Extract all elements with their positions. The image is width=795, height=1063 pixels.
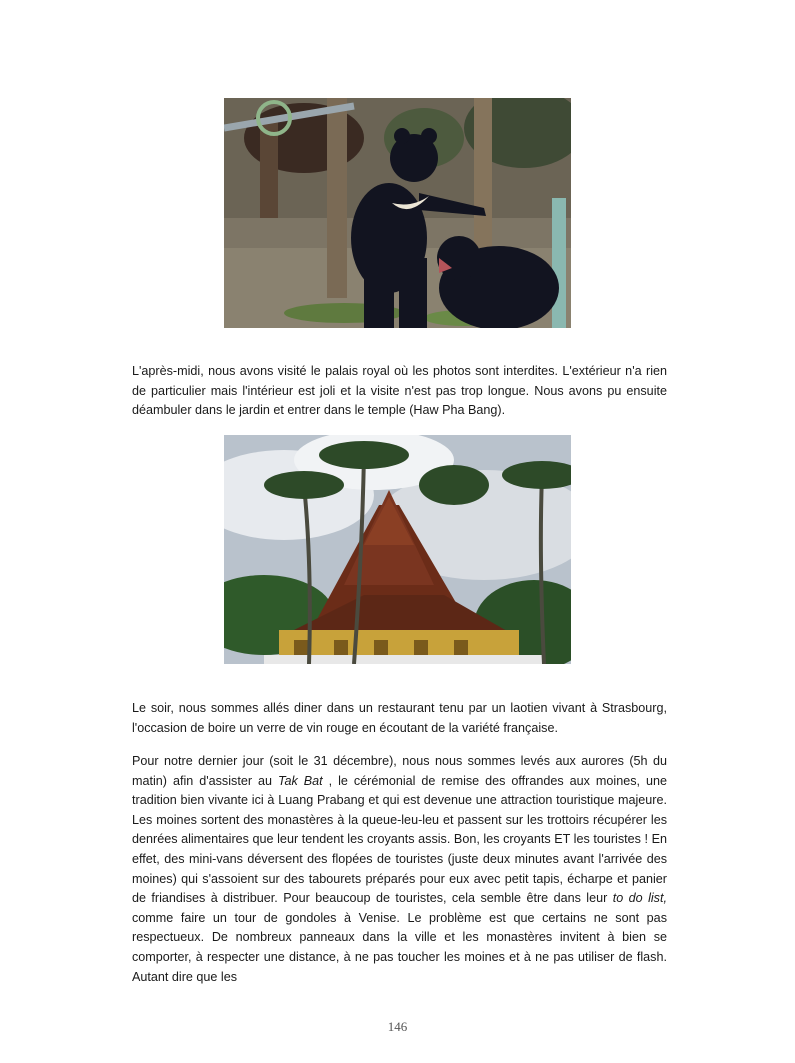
paragraph-tak-bat — [132, 752, 667, 987]
temple-photo — [224, 435, 571, 664]
page-number: 146 — [387, 1019, 408, 1034]
text-run: Pour notre dernier jour (soit le 31 décembre), nous nous sommes levés aux aurores (5h du matin) afin d'assister au — [132, 754, 667, 788]
paragraph-dinner — [132, 699, 667, 738]
paragraph-text — [132, 752, 667, 987]
paragraph-text: Le soir, nous sommes allés diner dans un restaurant tenu par un laotien vivant à Strasbourg, l'occasion de boire un verre de vin rouge en écoutant de la variété française. — [132, 701, 667, 735]
emphasis-tak-bat: Tak Bat — [277, 773, 323, 788]
text-run: comme faire un tour de gondoles à Venise. Le problème est que certains ne sont pas respectueux. De nombreux panneaux dans la ville et les monastères invitent à bien se comporter, à respecter une distance, à ne pas toucher les moines et à ne pas utiliser de flash. Autant dire que les — [132, 910, 667, 984]
bears-illustration — [224, 98, 571, 328]
paragraph-royal-palace — [132, 362, 667, 421]
emphasis-to-do-list: to do list, — [612, 891, 667, 906]
text-run: , le cérémonial de remise des offrandes aux moines, une tradition bien vivante ici à Luang Prabang et qui est devenue une attraction touristique majeure. Les moines sortent des monastères à la queue-leu-leu et passent sur les trottoirs récupérer les denrées alimentaires que leur tendent les croyants assis. Bon, les croyants ET les touristes ! En effet, des mini-vans déversent des flopées de touristes (juste deux minutes avant l'arrivée des moines) qui s'assoient sur des tabourets préparés pour eux avec petit tapis, écharpe et panier de friandises à distribuer. Pour beaucoup de touristes, cela semble être dans leur — [132, 773, 667, 906]
temple-illustration — [224, 435, 571, 664]
bears-photo — [224, 98, 571, 328]
paragraph-text: L'après-midi, nous avons visité le palais royal où les photos sont interdites. L'extérieur n'a rien de particulier mais l'intérieur est joli et la visite n'est pas trop longue. Nous avons pu ensuite déambuler dans le jardin et entrer dans le temple (Haw Pha Bang). — [132, 364, 667, 418]
